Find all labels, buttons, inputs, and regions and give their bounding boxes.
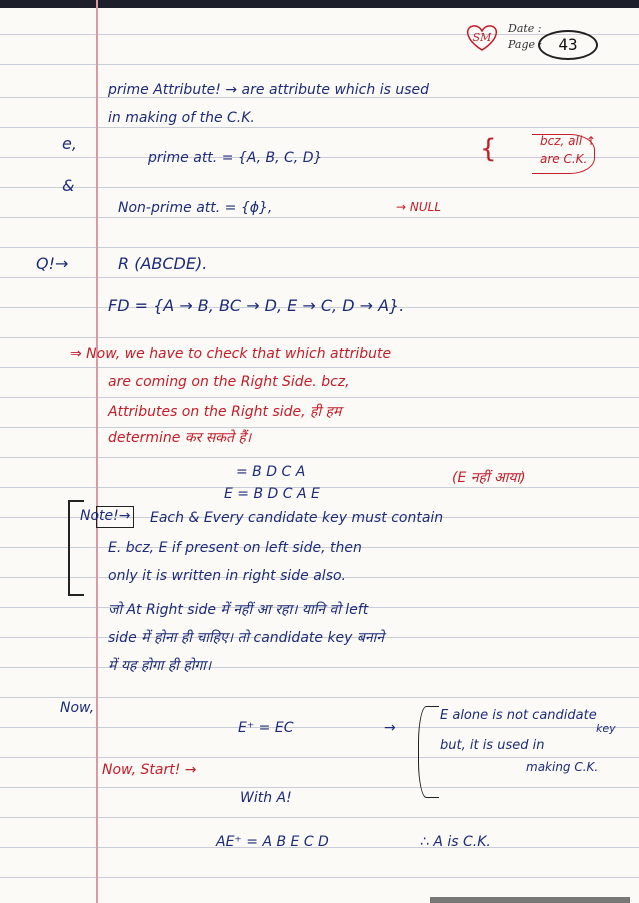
ae-closure: AE⁺ = A B E C D — [216, 834, 329, 850]
explanation-line-2: are coming on the Right Side. bcz, — [108, 374, 350, 390]
note-line-3: only it is written in right side also. — [108, 568, 347, 584]
side-note-bracket — [532, 134, 595, 174]
conclusion: ∴ A is C.K. — [420, 834, 491, 850]
logo-text: SM — [472, 31, 492, 44]
date-label: Date : — [508, 22, 542, 35]
note-line-2: E. bcz, E if present on left side, then — [108, 540, 362, 556]
example-marker: e, — [62, 134, 77, 153]
page-label: Page : — [508, 38, 543, 51]
with-a-label: With A! — [240, 790, 292, 806]
page-number: 43 — [538, 30, 598, 60]
side-note-line-2: but, it is used in — [440, 738, 545, 753]
nonprime-attributes: Non-prime att. = {ϕ}, — [118, 200, 273, 216]
e-not-present-note: (E नहीं आया) — [452, 470, 526, 486]
closure-line-2: E = B D C A E — [224, 486, 320, 502]
side-note-line-1: E alone is not candidate — [440, 708, 597, 723]
side-note-paren — [418, 706, 439, 798]
e-plus-arrow: → — [384, 720, 396, 736]
explanation-line-1: ⇒ Now, we have to check that which attribute — [70, 346, 392, 362]
prime-definition-line-2: in making of the C.K. — [108, 110, 255, 126]
hindi-line-3: में यह होगा ही होगा। — [108, 658, 212, 674]
hindi-line-1: जो At Right side में नहीं आ रहा। यानि वो left — [108, 602, 369, 618]
nonprime-marker: & — [62, 176, 75, 195]
note-line-1: Each & Every candidate key must contain — [150, 510, 444, 526]
prime-attributes: prime att. = {A, B, C, D} — [148, 150, 323, 166]
prime-side-note-2: are C.K. — [540, 152, 588, 166]
prime-definition-line-1: prime Attribute! → are attribute which is used — [108, 82, 429, 98]
explanation-line-4: determine कर सकते हैं। — [108, 430, 252, 446]
brace-glyph: { — [480, 134, 497, 164]
side-note-line-3: making C.K. — [526, 760, 599, 774]
prime-side-note-1: bcz, all ↑ — [540, 134, 597, 148]
start-label: Now, Start! → — [102, 762, 197, 778]
margin-line — [96, 0, 98, 903]
hindi-line-2: side में होना ही चाहिए। तो candidate key बनाने — [108, 630, 385, 646]
now-label: Now, — [60, 700, 95, 716]
side-note-key: key — [596, 722, 616, 735]
explanation-line-3: Attributes on the Right side, ही हम — [108, 404, 342, 420]
e-plus-closure: E⁺ = EC — [238, 720, 294, 736]
relation-schema: R (ABCDE). — [118, 254, 208, 273]
page-bottom-edge — [430, 897, 630, 903]
functional-dependencies: FD = {A → B, BC → D, E → C, D → A}. — [108, 296, 405, 315]
closure-line-1: = B D C A — [236, 464, 306, 480]
sm-logo-icon — [462, 22, 502, 52]
null-label: → NULL — [396, 200, 441, 214]
question-label: Q!→ — [36, 254, 69, 273]
note-label: Note!→ — [80, 508, 131, 524]
